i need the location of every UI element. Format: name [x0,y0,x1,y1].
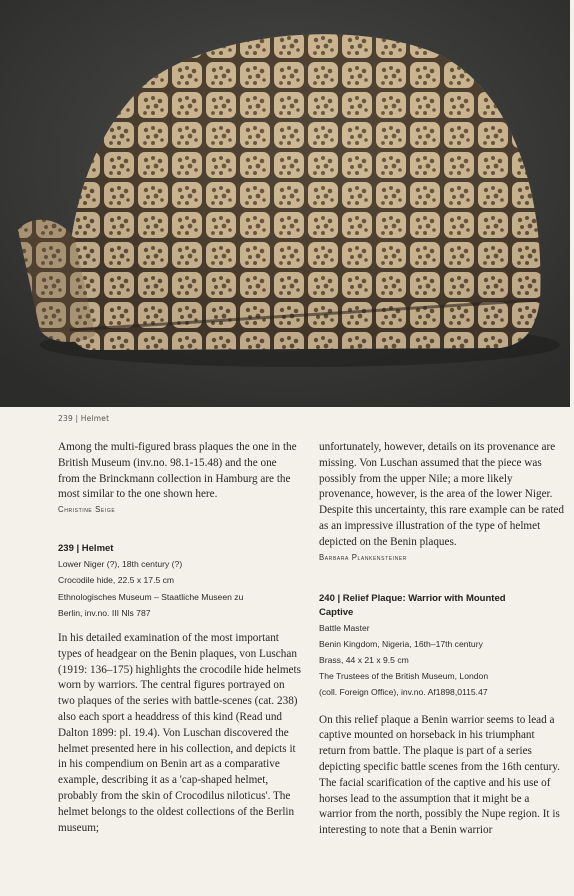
right-paragraph-1: unfortunately, however, details on its provenance are missing. Von Luschan assumed that the piece was possibly from the upper Nile; a more likely provenance, however, is the area of the lower Niger. Despite this uncertainty, this rare example can be rated as an impressive illustration of the type of helmet depicted on the Benin plaques. [319,441,564,548]
meta-line: Crocodile hide, 22.5 x 17.5 cm [58,575,175,586]
entry-title-240-line1: 240 | Relief Plaque: Warrior with Mounted [319,592,506,604]
left-column [58,440,301,836]
meta-line: Lower Niger (?), 18th century (?) [58,559,183,570]
author-christine-seige: Christine Seige [58,505,116,515]
right-paragraph-2: On this relief plaque a Benin warrior seems to lead a captive mounted on horseback in his triumphant return from battle. The plaque is part of a series depicting specific battle scenes from the 16th century. The facial scarification of the captive and his use of horses lead to the assumption that it might be a warrior from the north, possibly the Nupe region. It is interesting to note that a Benin warrior [319,713,560,837]
helmet-photo [0,0,570,407]
crocodile-hide-helmet-image [0,0,570,407]
meta-line: The Trustees of the British Museum, London [319,671,489,682]
meta-line: (coll. Foreign Office), inv.no. Af1898,0115.47 [319,687,488,698]
entry-title-239: 239 | Helmet [58,543,114,555]
right-column [319,440,564,839]
meta-line: Berlin, inv.no. III Nls 787 [58,607,151,618]
meta-line: Brass, 44 x 21 x 9.5 cm [319,654,409,665]
entry-title-240-line2: Captive [319,606,354,618]
left-paragraph-2: In his detailed examination of the most important types of headgear on the Benin plaques, von Luschan (1919: 136–175) highlights the crocodile hide helmets worn by warriors. The central figures portrayed on two plaques of the series with battle-scenes (cat. 238) also each sport a headdress of this kind (Read und Dalton 1899: pl. 19.4). Von Luschan discovered the helmet presented here in his collection, and depicts it in his compendium on Benin art as a comparative example, describing it as a 'cap-shaped helmet, probably from the skin of Crocodilus niloticus'. The helmet belongs to the oldest collections of the Berlin museum; [58,632,301,834]
author-barbara-plankensteiner: Barbara Plankensteiner [319,552,408,562]
left-paragraph-1: Among the multi-figured brass plaques the one in the British Museum (inv.no. 98.1-15.48) and the one from the Brinckmann collection in Hamburg are the most similar to the one shown here. [58,441,297,501]
meta-line: Ethnologisches Museum – Staatliche Museen zu [58,591,244,602]
figure-caption: 239 | Helmet [58,414,110,423]
meta-line: Benin Kingdom, Nigeria, 16th–17th century [319,638,483,649]
meta-line: Battle Master [319,622,370,633]
